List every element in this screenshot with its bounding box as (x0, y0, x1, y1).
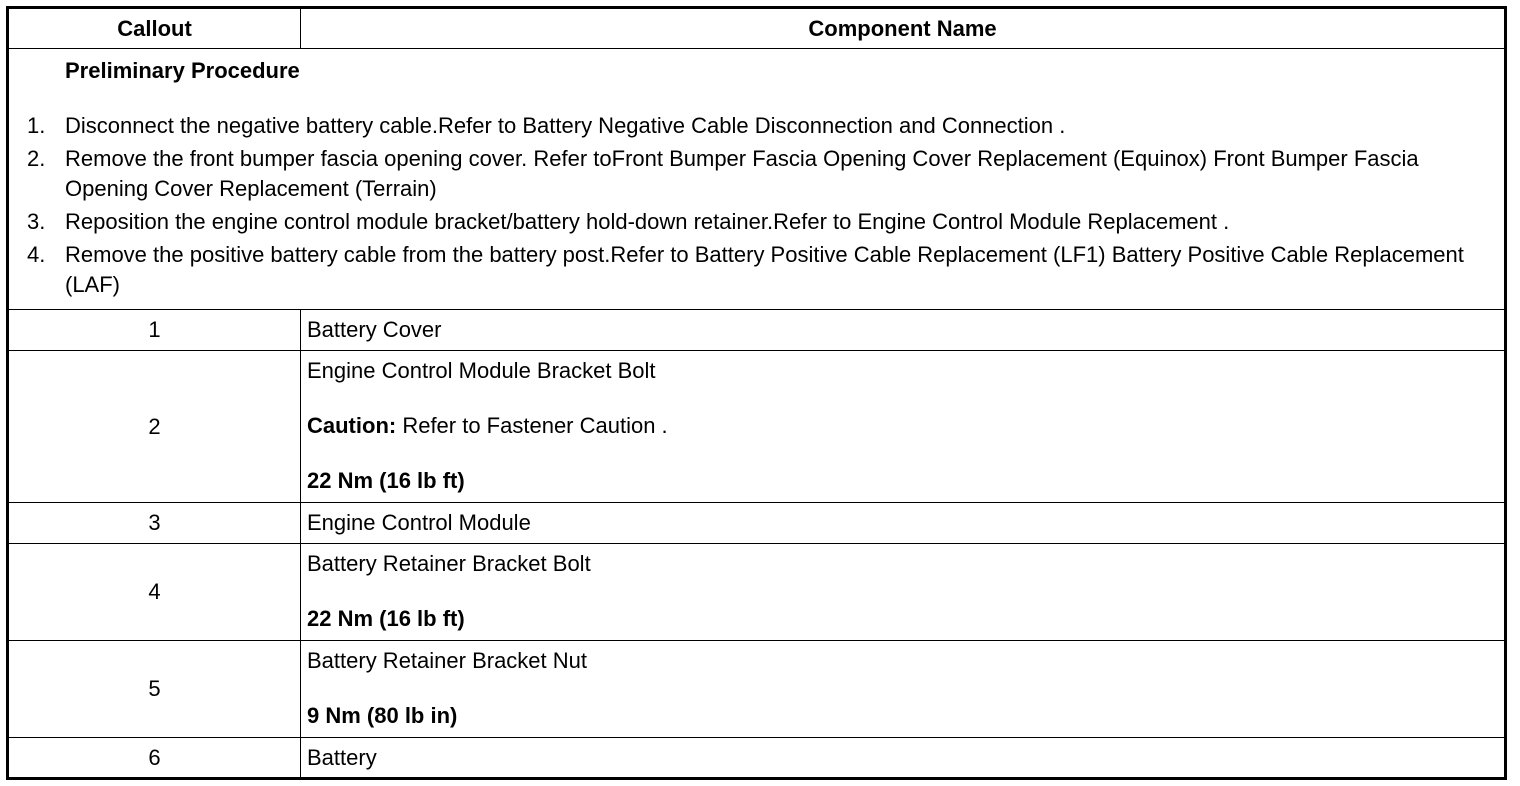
callout-number: 5 (8, 641, 301, 738)
component-name: Battery Cover (301, 310, 1506, 351)
table-row (8, 503, 1506, 544)
component-details (301, 544, 1506, 641)
callout-number: 4 (8, 544, 301, 641)
step-text: Remove the front bumper fascia opening cover. Refer toFront Bumper Fascia Opening Cover Replacement (Equinox) Front Bumper Fascia Opening Cover Replacement (Terrain) (65, 146, 1419, 201)
step-number: 3. (27, 209, 46, 234)
procedure-steps (27, 111, 1496, 300)
table-row (8, 738, 1506, 779)
component-name: Engine Control Module Bracket Bolt (307, 357, 656, 383)
preliminary-procedure (8, 49, 1506, 310)
procedure-step (27, 240, 1496, 300)
header-row (8, 8, 1506, 49)
callout-number: 2 (8, 351, 301, 503)
torque-spec: 22 Nm (16 lb ft) (307, 605, 465, 631)
table-row (8, 544, 1506, 641)
component-name: Battery Retainer Bracket Nut (307, 647, 588, 673)
callout-number: 1 (8, 310, 301, 351)
component-name: Battery Retainer Bracket Bolt (307, 550, 591, 576)
caution-text: Refer to Fastener Caution . (396, 412, 668, 438)
callout-number: 3 (8, 503, 301, 544)
table-row (8, 351, 1506, 503)
component-name: Battery (301, 738, 1506, 779)
table-row (8, 310, 1506, 351)
procedure-step (27, 111, 1496, 141)
step-text: Remove the positive battery cable from the battery post.Refer to Battery Positive Cable Replacement (LF1) Battery Positive Cable Replacement (LAF) (65, 242, 1464, 297)
preliminary-procedure-title: Preliminary Procedure (65, 58, 300, 83)
step-text: Disconnect the negative battery cable.Refer to Battery Negative Cable Disconnection and Connection . (65, 113, 1066, 138)
component-details (301, 351, 1506, 503)
component-table (6, 6, 1507, 780)
component-details (301, 641, 1506, 738)
caution-label: Caution: (307, 412, 397, 438)
callout-header: Callout (8, 8, 301, 49)
component-name-header: Component Name (301, 8, 1506, 49)
step-number: 4. (27, 242, 46, 267)
component-name: Engine Control Module (301, 503, 1506, 544)
torque-spec: 9 Nm (80 lb in) (307, 702, 458, 728)
procedure-step (27, 207, 1496, 237)
procedure-step (27, 144, 1496, 204)
callout-number: 6 (8, 738, 301, 779)
torque-spec: 22 Nm (16 lb ft) (307, 467, 465, 493)
preliminary-procedure-row (8, 49, 1506, 310)
table-row (8, 641, 1506, 738)
step-number: 2. (27, 146, 46, 171)
caution-note (307, 413, 1504, 439)
step-number: 1. (27, 113, 46, 138)
step-text: Reposition the engine control module bracket/battery hold-down retainer.Refer to Engine Control Module Replacement . (65, 209, 1230, 234)
